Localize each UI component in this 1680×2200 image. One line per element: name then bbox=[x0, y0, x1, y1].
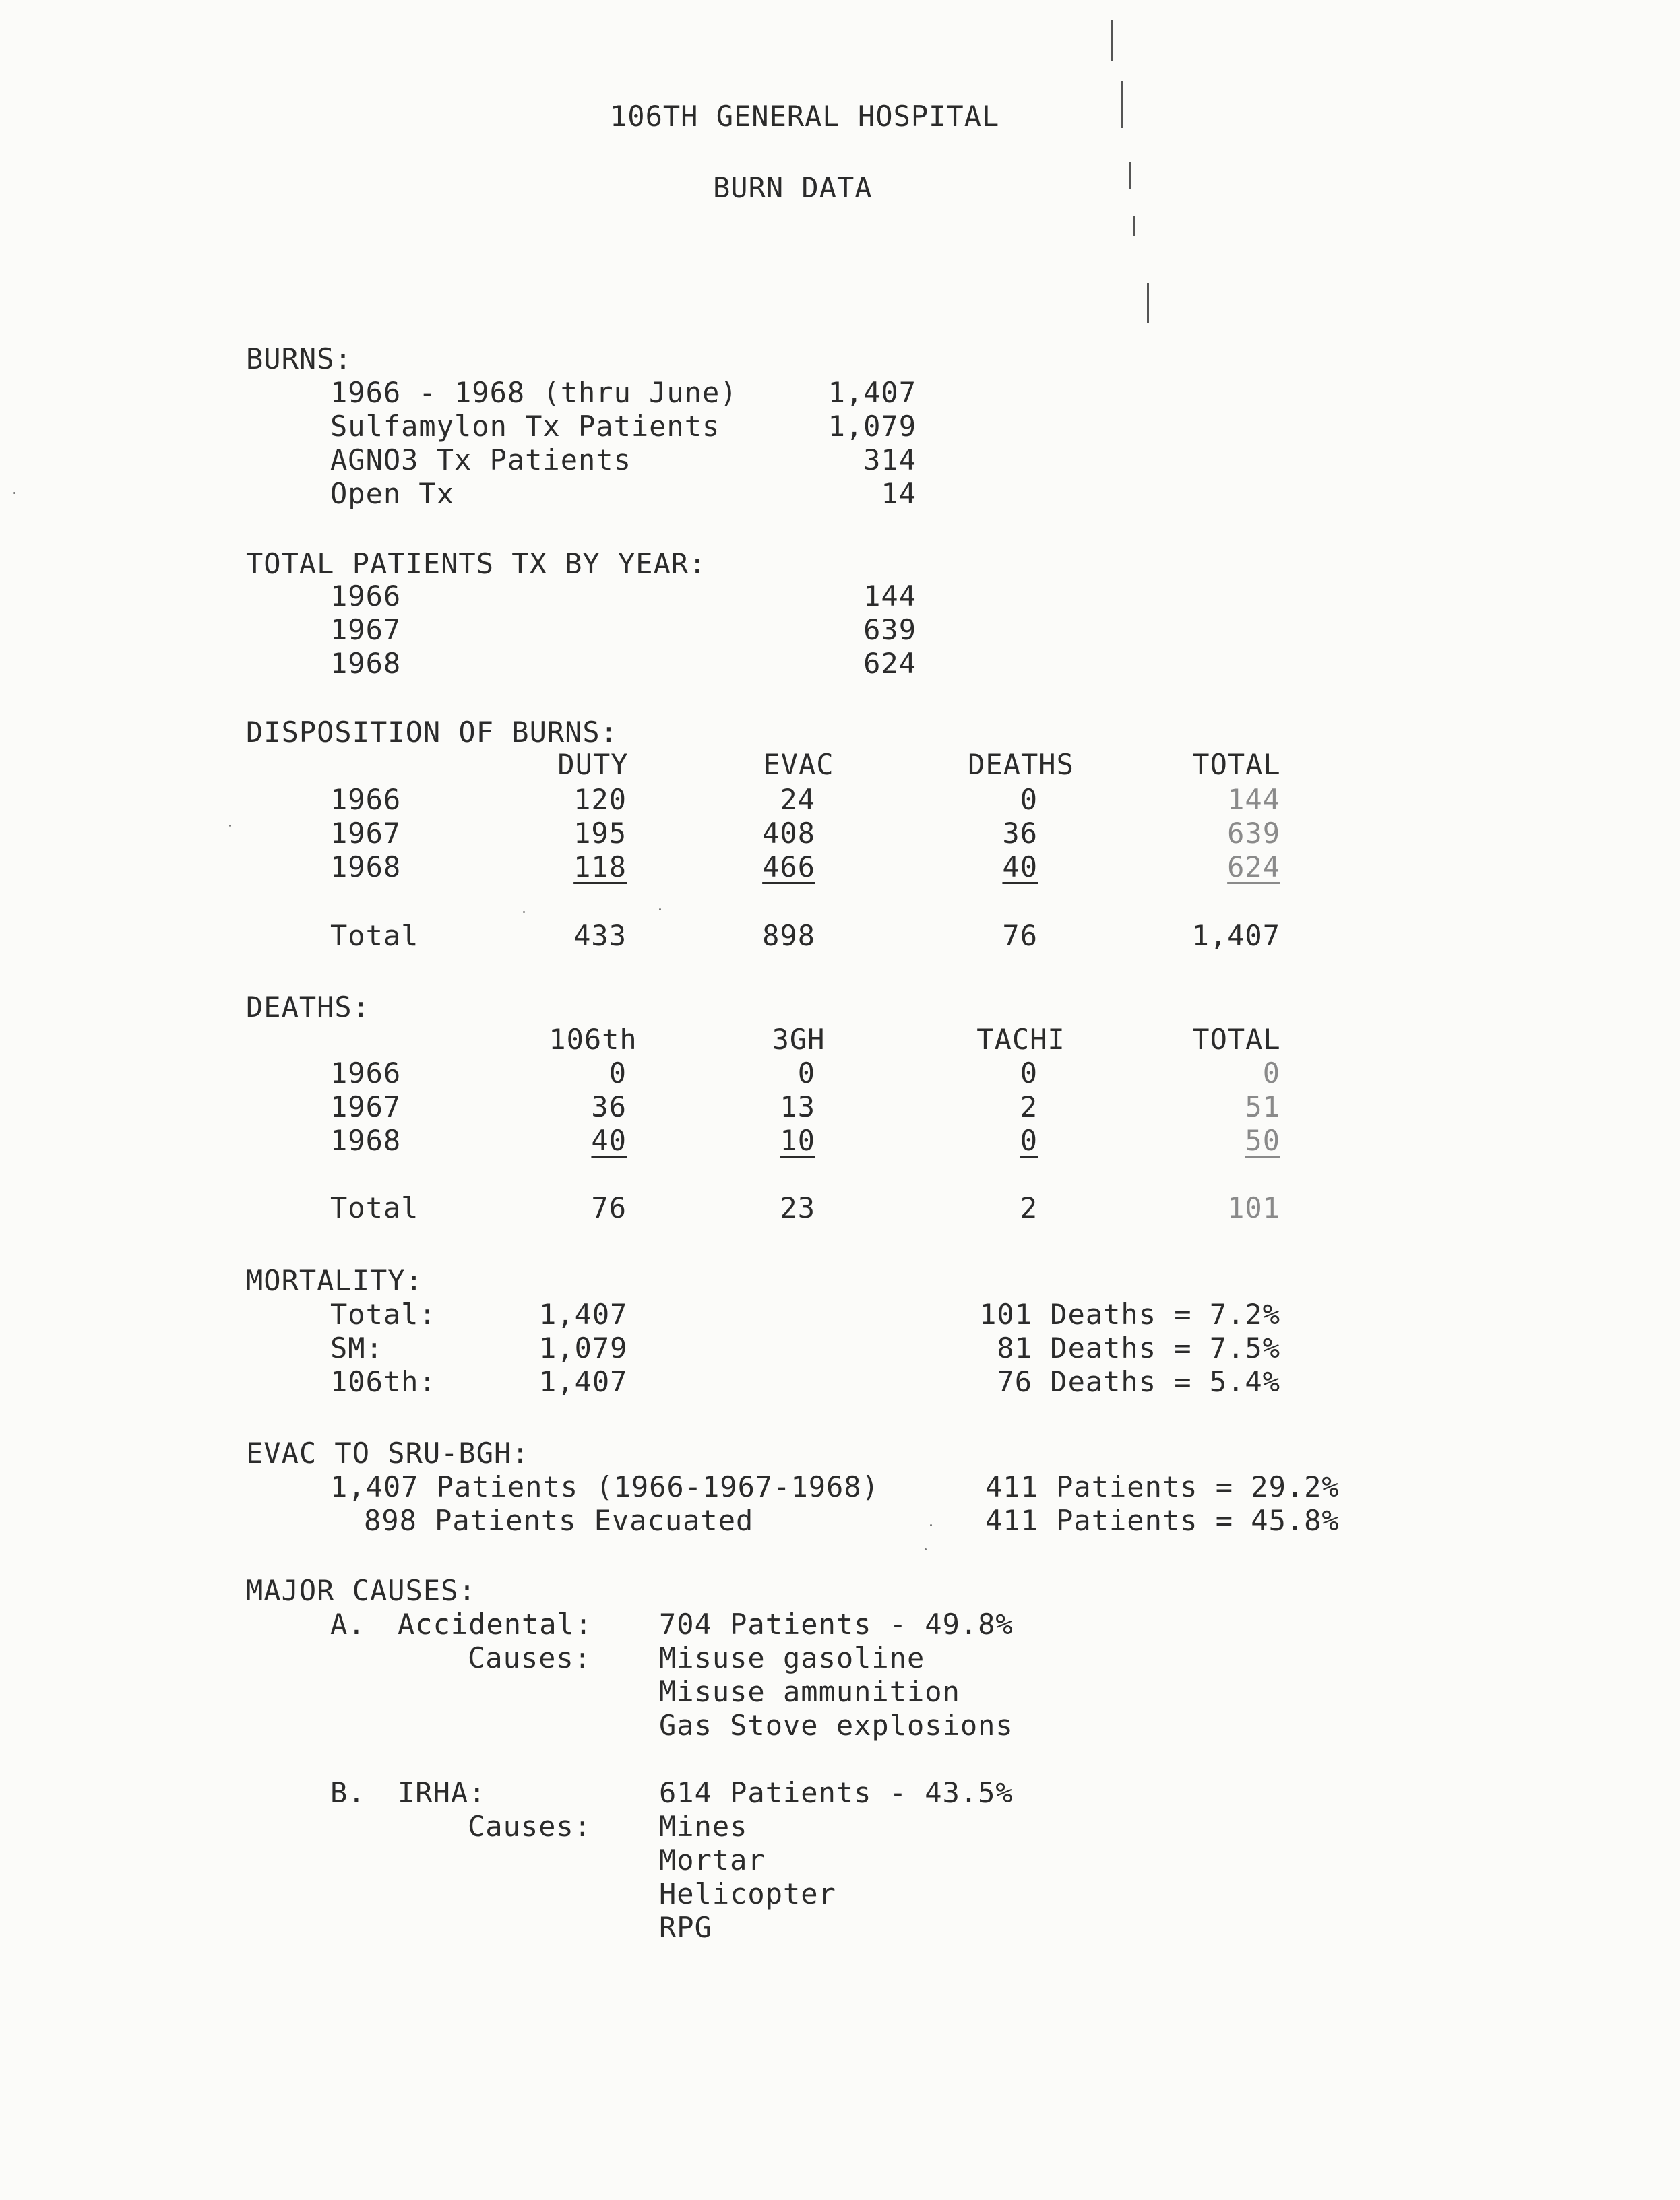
year-label: 1966 bbox=[330, 579, 402, 612]
year-value: 639 bbox=[863, 613, 916, 646]
row-year: 1968 bbox=[330, 850, 402, 883]
column-header: EVAC bbox=[763, 748, 834, 781]
table-cell: 120 bbox=[573, 783, 627, 816]
total-cell: 898 bbox=[762, 919, 815, 952]
column-header: TOTAL bbox=[1192, 1023, 1281, 1056]
year-label: 1968 bbox=[330, 647, 402, 680]
scan-speck bbox=[659, 908, 661, 910]
burns-value: 1,407 bbox=[828, 376, 916, 409]
mortality-value: 1,407 bbox=[539, 1298, 628, 1331]
cause-item: Misuse ammunition bbox=[659, 1675, 960, 1708]
row-year: 1967 bbox=[330, 1090, 402, 1123]
disposition-heading: DISPOSITION OF BURNS: bbox=[246, 716, 619, 749]
total-cell: 101 bbox=[1227, 1191, 1280, 1224]
table-cell: 0 bbox=[1020, 783, 1038, 816]
table-cell: 639 bbox=[1227, 817, 1280, 850]
total-label: Total bbox=[330, 1191, 419, 1224]
column-header: TACHI bbox=[976, 1023, 1065, 1056]
cause-item: RPG bbox=[659, 1911, 712, 1944]
cause-item: Mortar bbox=[659, 1844, 766, 1877]
scan-speck bbox=[13, 492, 15, 494]
mortality-label: Total: bbox=[330, 1298, 437, 1331]
row-year: 1968 bbox=[330, 1124, 402, 1157]
cause-item: Gas Stove explosions bbox=[659, 1709, 1014, 1742]
burns-value: 314 bbox=[863, 443, 916, 476]
mortality-heading: MORTALITY: bbox=[246, 1264, 423, 1297]
table-cell: 466 bbox=[762, 850, 815, 883]
table-cell: 624 bbox=[1227, 850, 1280, 883]
page-subtitle: BURN DATA bbox=[713, 171, 873, 204]
table-cell: 195 bbox=[573, 817, 627, 850]
table-cell: 118 bbox=[573, 850, 627, 883]
cause-item: Mines bbox=[659, 1810, 748, 1843]
table-cell: 0 bbox=[797, 1057, 815, 1090]
row-year: 1966 bbox=[330, 783, 402, 816]
scan-mark bbox=[1147, 283, 1149, 323]
table-cell: 0 bbox=[1020, 1124, 1038, 1157]
burns-value: 14 bbox=[881, 477, 916, 510]
scan-mark bbox=[1121, 81, 1123, 128]
table-cell: 50 bbox=[1245, 1124, 1280, 1157]
deaths-heading: DEATHS: bbox=[246, 991, 371, 1024]
causes-label: Causes: bbox=[468, 1810, 592, 1843]
year-value: 144 bbox=[863, 579, 916, 612]
scan-mark bbox=[1111, 20, 1113, 61]
table-cell: 408 bbox=[762, 817, 815, 850]
cause-category: Accidental: bbox=[398, 1608, 593, 1641]
table-cell: 51 bbox=[1245, 1090, 1280, 1123]
table-cell: 36 bbox=[591, 1090, 627, 1123]
table-cell: 24 bbox=[780, 783, 815, 816]
total-cell: 76 bbox=[591, 1191, 627, 1224]
page-title: 106TH GENERAL HOSPITAL bbox=[610, 100, 1000, 133]
burns-value: 1,079 bbox=[828, 410, 916, 443]
by-year-heading: TOTAL PATIENTS TX BY YEAR: bbox=[246, 547, 707, 580]
column-header: 106th bbox=[549, 1023, 637, 1056]
evac-result: 411 Patients = 45.8% bbox=[985, 1504, 1340, 1537]
cause-marker: B. bbox=[330, 1776, 366, 1809]
scan-speck bbox=[523, 911, 525, 913]
column-header: DEATHS bbox=[968, 748, 1074, 781]
row-year: 1967 bbox=[330, 817, 402, 850]
evac-label: 898 Patients Evacuated bbox=[364, 1504, 754, 1537]
total-cell: 433 bbox=[573, 919, 627, 952]
table-cell: 144 bbox=[1227, 783, 1280, 816]
table-cell: 10 bbox=[780, 1124, 815, 1157]
mortality-value: 1,079 bbox=[539, 1331, 628, 1364]
row-year: 1966 bbox=[330, 1057, 402, 1090]
table-cell: 13 bbox=[780, 1090, 815, 1123]
cause-category: IRHA: bbox=[398, 1776, 487, 1809]
cause-summary: 704 Patients - 49.8% bbox=[659, 1608, 1014, 1641]
cause-item: Helicopter bbox=[659, 1877, 836, 1910]
year-value: 624 bbox=[863, 647, 916, 680]
table-cell: 2 bbox=[1020, 1090, 1038, 1123]
total-label: Total bbox=[330, 919, 419, 952]
scan-speck bbox=[925, 1548, 927, 1550]
cause-item: Misuse gasoline bbox=[659, 1641, 925, 1674]
mortality-label: 106th: bbox=[330, 1365, 437, 1398]
total-cell: 76 bbox=[1002, 919, 1038, 952]
total-cell: 1,407 bbox=[1191, 919, 1280, 952]
total-cell: 23 bbox=[780, 1191, 815, 1224]
mortality-result: 76 Deaths = 5.4% bbox=[997, 1365, 1280, 1398]
evac-heading: EVAC TO SRU-BGH: bbox=[246, 1437, 530, 1470]
cause-summary: 614 Patients - 43.5% bbox=[659, 1776, 1014, 1809]
column-header: TOTAL bbox=[1192, 748, 1281, 781]
causes-label: Causes: bbox=[468, 1641, 592, 1674]
year-label: 1967 bbox=[330, 613, 402, 646]
burns-heading: BURNS: bbox=[246, 342, 352, 375]
total-cell: 2 bbox=[1020, 1191, 1038, 1224]
scan-speck bbox=[930, 1524, 932, 1526]
cause-marker: A. bbox=[330, 1608, 366, 1641]
mortality-value: 1,407 bbox=[539, 1365, 628, 1398]
mortality-label: SM: bbox=[330, 1331, 383, 1364]
table-cell: 0 bbox=[609, 1057, 627, 1090]
evac-result: 411 Patients = 29.2% bbox=[985, 1470, 1340, 1503]
table-cell: 40 bbox=[591, 1124, 627, 1157]
column-header: DUTY bbox=[557, 748, 629, 781]
table-cell: 0 bbox=[1262, 1057, 1280, 1090]
column-header: 3GH bbox=[772, 1023, 826, 1056]
mortality-result: 101 Deaths = 7.2% bbox=[979, 1298, 1280, 1331]
burns-label: Open Tx bbox=[330, 477, 455, 510]
table-cell: 40 bbox=[1002, 850, 1038, 883]
major-causes-heading: MAJOR CAUSES: bbox=[246, 1574, 476, 1607]
table-cell: 0 bbox=[1020, 1057, 1038, 1090]
evac-label: 1,407 Patients (1966-1967-1968) bbox=[330, 1470, 879, 1503]
burns-label: AGNO3 Tx Patients bbox=[330, 443, 631, 476]
burns-label: Sulfamylon Tx Patients bbox=[330, 410, 720, 443]
table-cell: 36 bbox=[1002, 817, 1038, 850]
scan-mark bbox=[1129, 162, 1131, 189]
burns-label: 1966 - 1968 (thru June) bbox=[330, 376, 738, 409]
scan-speck bbox=[229, 825, 231, 827]
mortality-result: 81 Deaths = 7.5% bbox=[997, 1331, 1280, 1364]
scan-mark bbox=[1133, 216, 1135, 236]
